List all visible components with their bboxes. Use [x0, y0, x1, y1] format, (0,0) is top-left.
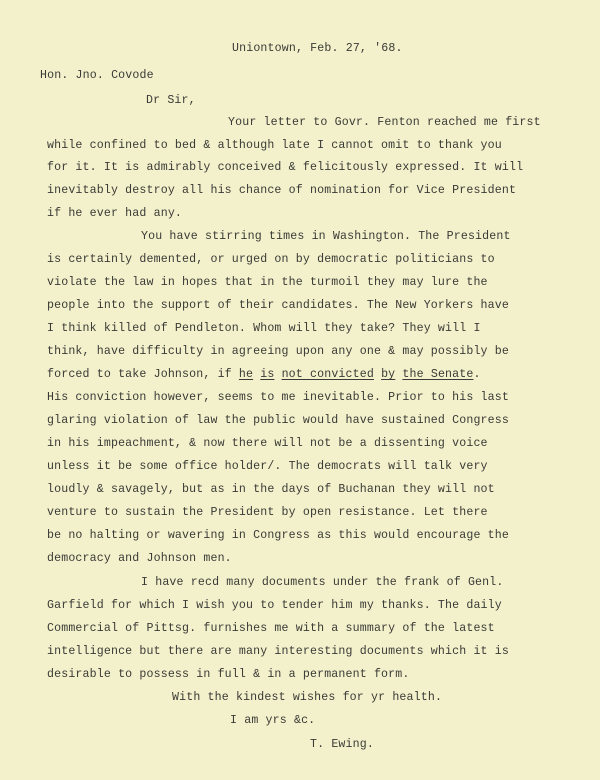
underlined-phrase: he [238, 368, 254, 381]
paragraph-2-line: venture to sustain the President by open resistance. Let there [47, 506, 488, 519]
underlined-phrase: is [260, 368, 275, 381]
paragraph-1-line: for it. It is admirably conceived & felicitously expressed. It will [47, 161, 524, 174]
paragraph-2-line: is certainly demented, or urged on by democratic politicians to [47, 253, 495, 266]
paragraph-3-line: I have recd many documents under the frank of Genl. [141, 576, 504, 589]
underlined-phrase: the Senate [402, 368, 474, 381]
paragraph-1-line: while confined to bed & although late I cannot omit to thank you [47, 139, 502, 152]
underlined-phrase: not convicted [281, 368, 374, 381]
paragraph-2-line: think, have difficulty in agreeing upon any one & may possibly be [47, 345, 509, 358]
paragraph-2-line-underlined [47, 368, 481, 382]
paragraph-2-line: violate the law in hopes that in the turmoil they may lure the [47, 276, 488, 289]
underlined-phrase: by [381, 368, 396, 381]
paragraph-2-line: loudly & savagely, but as in the days of Buchanan they will not [47, 483, 495, 496]
line-text: forced to take Johnson, if [47, 368, 239, 381]
paragraph-1-line: Your letter to Govr. Fenton reached me first [228, 116, 541, 129]
line-text: . [473, 368, 481, 381]
paragraph-1-line: inevitably destroy all his chance of nomination for Vice President [47, 184, 517, 197]
paragraph-2-line: unless it be some office holder/. The democrats will talk very [47, 460, 488, 473]
paragraph-2-line: glaring violation of law the public would have sustained Congress [47, 414, 509, 427]
valediction: I am yrs &c. [230, 714, 316, 727]
salutation: Dr Sir, [146, 94, 196, 107]
paragraph-2-line: people into the support of their candidates. The New Yorkers have [47, 299, 509, 312]
closing: With the kindest wishes for yr health. [172, 691, 443, 704]
paragraph-2-line: be no halting or wavering in Congress as this would encourage the [47, 529, 509, 542]
paragraph-3-line: intelligence but there are many interesting documents which it is [47, 645, 509, 658]
paragraph-2-line: His conviction however, seems to me inevitable. Prior to his last [47, 391, 509, 404]
paragraph-3-line: desirable to possess in full & in a permanent form. [47, 668, 410, 681]
recipient: Hon. Jno. Covode [40, 69, 154, 82]
paragraph-3-line: Garfield for which I wish you to tender him my thanks. The daily [47, 599, 502, 612]
paragraph-1-line: if he ever had any. [47, 207, 183, 220]
paragraph-2-line: I think killed of Pendleton. Whom will they take? They will I [47, 322, 481, 335]
signature: T. Ewing. [310, 738, 374, 751]
paragraph-2-line: You have stirring times in Washington. The President [141, 230, 511, 243]
paragraph-3-line: Commercial of Pittsg. furnishes me with a summary of the latest [47, 622, 495, 635]
paragraph-2-line: in his impeachment, & now there will not be a dissenting voice [47, 437, 488, 450]
paragraph-2-line: democracy and Johnson men. [47, 552, 232, 565]
dateline: Uniontown, Feb. 27, '68. [232, 42, 403, 55]
